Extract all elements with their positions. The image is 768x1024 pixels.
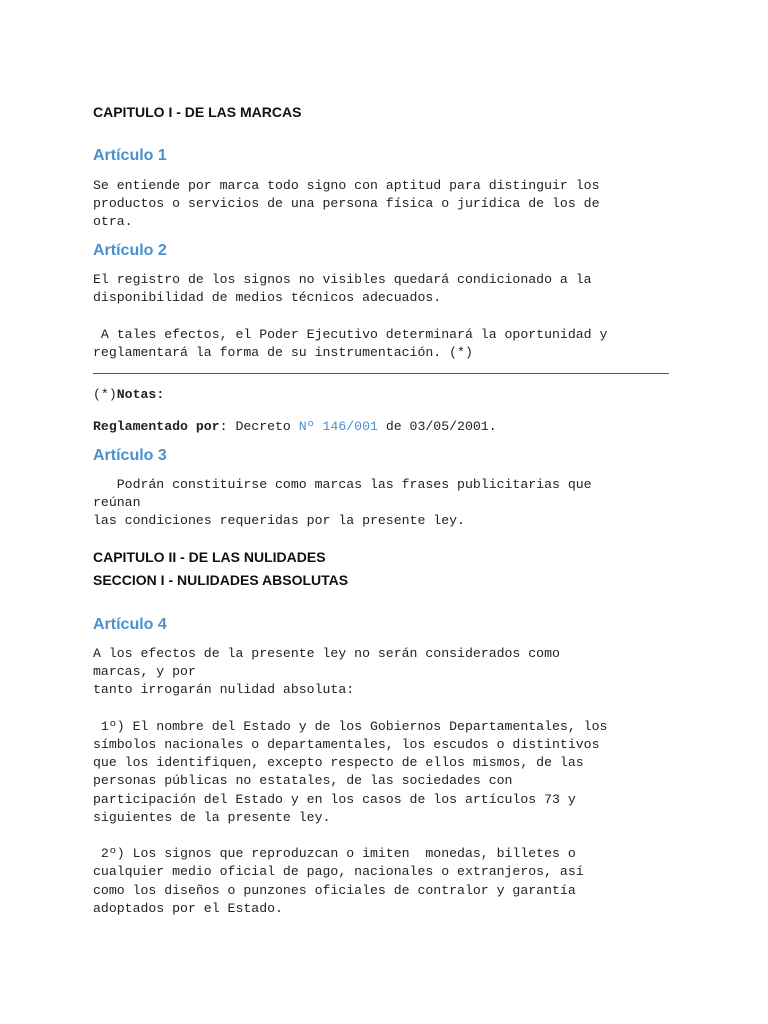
regulation-note xyxy=(93,418,497,436)
text-line: marcas, y por xyxy=(93,664,196,680)
text-line: tanto irrogarán nulidad absoluta: xyxy=(93,682,355,698)
notes-heading xyxy=(93,386,164,404)
notes-prefix: (*) xyxy=(93,387,117,402)
text-line: cualquier medio oficial de pago, nacionales o extranjeros, así xyxy=(93,864,584,880)
text-line: siguientes de la presente ley. xyxy=(93,809,331,825)
text-line: disponibilidad de medios técnicos adecuados. xyxy=(93,290,442,306)
text-line: reúnan xyxy=(93,495,141,511)
regulation-date: de 03/05/2001. xyxy=(377,419,497,434)
regulation-label: Reglamentado por xyxy=(93,419,220,434)
text-line: Se entiende por marca todo signo con aptitud para distinguir los xyxy=(93,178,600,193)
text-line: adoptados por el Estado. xyxy=(93,900,283,916)
text-line: productos o servicios de una persona física o jurídica de los de xyxy=(93,196,600,212)
chapter-heading: CAPITULO I - DE LAS MARCAS xyxy=(93,104,302,120)
notes-label: Notas: xyxy=(116,387,165,402)
text-line: Podrán constituirse como marcas las frases publicitarias que xyxy=(93,477,592,492)
article-4-text xyxy=(93,645,607,918)
article-2-title: Artículo 2 xyxy=(93,242,167,259)
text-line: como los diseños o punzones oficiales de contralor y garantía xyxy=(93,882,576,898)
text-line: que los identifiquen, excepto respecto de ellos mismos, de las xyxy=(93,755,584,771)
decree-link[interactable]: Nº 146/001 xyxy=(298,419,378,434)
regulation-text: : Decreto xyxy=(219,419,299,434)
text-line: A los efectos de la presente ley no serán considerados como xyxy=(93,646,560,661)
text-line: 1º) El nombre del Estado y de los Gobiernos Departamentales, los xyxy=(93,718,608,734)
chapter-heading: CAPITULO II - DE LAS NULIDADES xyxy=(93,549,326,565)
text-line: símbolos nacionales o departamentales, los escudos o distintivos xyxy=(93,737,600,753)
text-line: 2º) Los signos que reproduzcan o imiten monedas, billetes o xyxy=(93,846,576,862)
text-line: otra. xyxy=(93,214,133,230)
article-3-text xyxy=(93,476,592,531)
text-line: participación del Estado y en los casos de los artículos 73 y xyxy=(93,791,576,807)
article-2-text xyxy=(93,271,607,362)
text-line: las condiciones requeridas por la presente ley. xyxy=(93,513,465,529)
text-line: personas públicas no estatales, de las sociedades con xyxy=(93,773,513,789)
article-1-title: Artículo 1 xyxy=(93,147,167,164)
notes-divider xyxy=(93,373,669,374)
article-1-text xyxy=(93,177,599,232)
article-4-title: Artículo 4 xyxy=(93,616,167,633)
text-line: A tales efectos, el Poder Ejecutivo determinará la oportunidad y xyxy=(93,326,608,342)
article-3-title: Artículo 3 xyxy=(93,447,167,464)
section-heading: SECCION I - NULIDADES ABSOLUTAS xyxy=(93,572,349,588)
text-line: reglamentará la forma de su instrumentación. (*) xyxy=(93,344,473,360)
text-line: El registro de los signos no visibles quedará condicionado a la xyxy=(93,272,592,287)
